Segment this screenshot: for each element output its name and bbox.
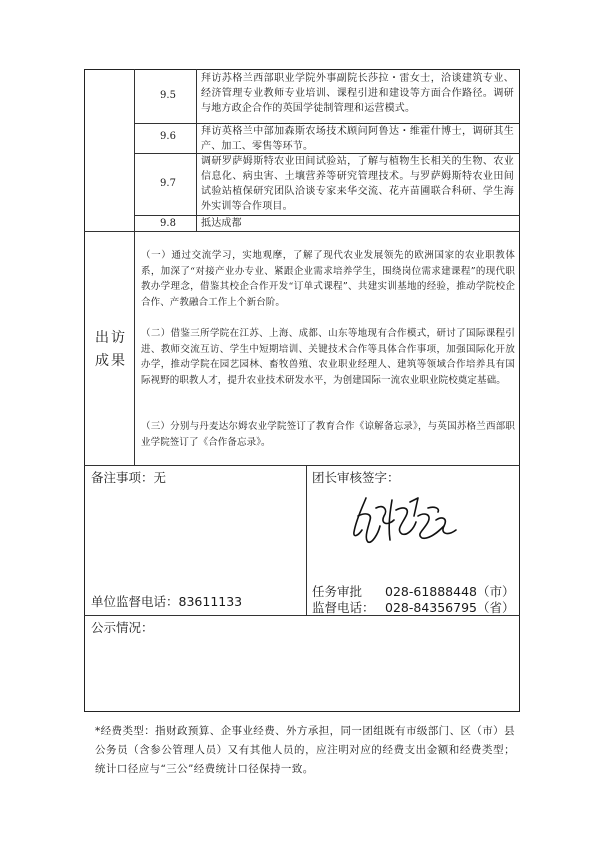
itinerary-text: 调研罗萨姆斯特农业田间试验站，了解与植物生长相关的生物、农业信息化、病虫害、土壤营养等研究管理技术。与罗萨姆斯特农业田间试验站植保研究团队洽谈专家来华交流、花卉苗圃联合科研、学生海外实训等合作项目。 (201, 156, 514, 212)
funding-footnote: *经费类型：指财政预算、企事业经费、外方承担，同一团组既有市级部门、区（市）县公务员（含参公管理人员）又有其他人员的，应注明对应的经费支出金额和经费类型；统计口径应与“三公”经费统计口径保持一致。 (95, 725, 515, 775)
remarks-label: 备注事项： (91, 470, 154, 485)
divider (306, 465, 307, 615)
itinerary-text: 拜访英格兰中部加森斯农场技术顾问阿鲁达・维霍什博士，调研其生产、加工、零售等环节。 (201, 126, 514, 152)
supervision-label: 单位监督电话： (91, 594, 179, 609)
publicity-label: 公示情况： (91, 620, 154, 635)
leader-signature (344, 486, 474, 556)
itinerary-date: 9.5 (160, 90, 176, 101)
approval-label: 任务审批 (312, 584, 363, 599)
results-label-line1: 出访 (95, 330, 127, 346)
results-paragraph: （二）借鉴三所学院在江苏、上海、成都、山东等地现有合作模式，研讨了国际课程引进、教师交流互访、学生中短期培训、关键技术合作等具体合作事项，加强国际化开放办学，推动学院在园艺园林、畜牧兽殖、农业职业经理人、建筑等领域合作培养具有国际视野的职教人才，提升农业技术研发水平，为创建国际一流农业职业院校奠定基础。 (141, 328, 515, 386)
results-label-line2: 成果 (95, 353, 127, 369)
approval-phone-city: 028-61888448（市） (385, 584, 515, 599)
approval-phone-province: 028-84356795（省） (385, 600, 515, 615)
divider (84, 231, 520, 232)
remarks-field (91, 470, 166, 486)
remarks-value: 无 (153, 470, 167, 485)
divider (84, 465, 520, 466)
divider (134, 69, 135, 465)
results-paragraph: （三）分别与丹麦达尔姆农业学院签订了教育合作《谅解备忘录》，与英国苏格兰西部职业学院签订了《合作备忘录》。 (141, 421, 515, 448)
supervision-phone: 83611133 (178, 594, 243, 609)
itinerary-date: 9.8 (160, 218, 176, 229)
leader-signature-label: 团长审核签字： (312, 470, 400, 485)
divider (196, 69, 197, 231)
approval-supervision-label: 监督电话： (312, 600, 375, 615)
itinerary-date: 9.6 (160, 131, 176, 142)
supervision-phone-field (91, 594, 242, 610)
itinerary-text: 拜访苏格兰西部职业学院外事副院长莎拉・雷女士，洽谈建筑专业、经济管理专业教师专业培训、课程引进和建设等方面合作路径。调研与地方政企合作的英国学徒制管理和运营模式。 (201, 73, 514, 114)
results-paragraph: （一）通过交流学习，实地观摩，了解了现代农业发展领先的欧洲国家的农业职教体系，加深了“对接产业办专业、紧跟企业需求培养学生，围绕岗位需求建课程”的现代职教办学理念，借鉴其校企合作开发“订单式课程”、共建实训基地的经验，推动学院校企合作、产教融合工作上个新台阶。 (141, 250, 515, 308)
itinerary-date: 9.7 (160, 178, 176, 189)
itinerary-text: 抵达成都 (201, 218, 242, 229)
